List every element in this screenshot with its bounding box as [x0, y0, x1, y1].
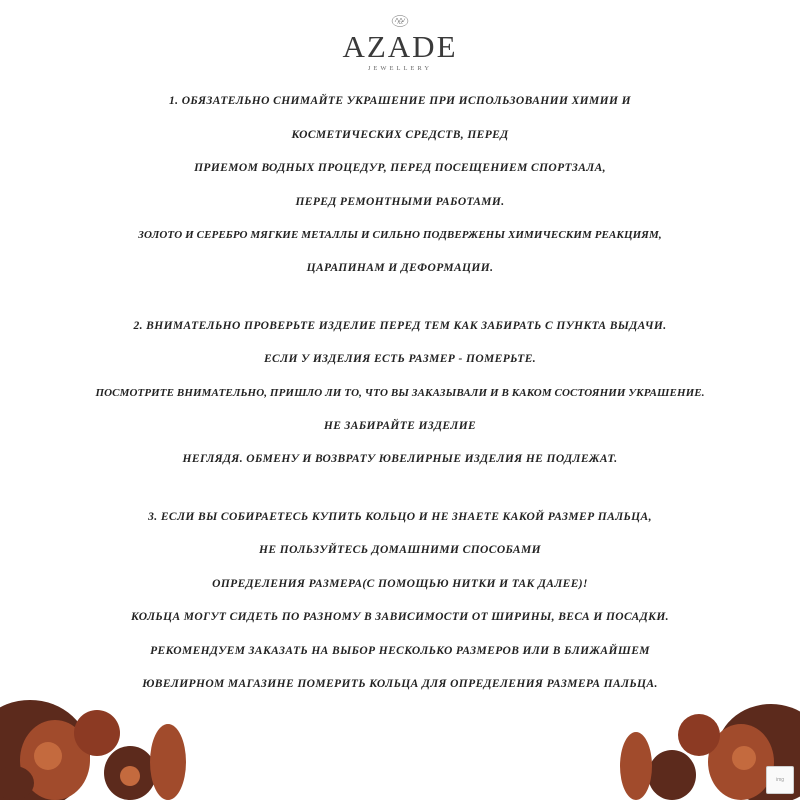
svg-text:AZ: AZ: [397, 20, 403, 25]
text-line: ЦАРАПИНАМ И ДЕФОРМАЦИИ.: [306, 262, 494, 274]
text-line: ПРИЕМОМ ВОДНЫХ ПРОЦЕДУР, ПЕРЕД ПОСЕЩЕНИЕМ СПОРТЗАЛА,: [194, 162, 606, 174]
text-line: КОСМЕТИЧЕСКИХ СРЕДСТВ, ПЕРЕД: [291, 128, 509, 141]
spacer: [0, 275, 800, 321]
text-line: ПЕРЕД РЕМОНТНЫМИ РАБОТАМИ.: [295, 195, 505, 208]
watermark-label: img: [775, 777, 785, 783]
text-line: НЕ ЗАБИРАЙТЕ ИЗДЕЛИЕ: [323, 419, 477, 432]
text-line: КОЛЬЦА МОГУТ СИДЕТЬ ПО РАЗНОМУ В ЗАВИСИМОСТИ ОТ ШИРИНЫ, ВЕСА И ПОСАДКИ.: [131, 611, 669, 623]
spacer: [0, 399, 800, 421]
brand-tagline: JEWELLERY: [367, 65, 433, 72]
section-3: [0, 512, 800, 691]
section-1: [0, 96, 800, 275]
spacer: [0, 466, 800, 512]
spacer: [0, 432, 800, 454]
spacer: [0, 208, 800, 230]
text-line: ПОСМОТРИТЕ ВНИМАТЕЛЬНО, ПРИШЛО ЛИ ТО, ЧТО ВЫ ЗАКАЗЫВАЛИ И В КАКОМ СОСТОЯНИИ УКРАШЕНИЕ.: [95, 386, 705, 399]
spacer: [0, 141, 800, 163]
text-line: 3. ЕСЛИ ВЫ СОБИРАЕТЕСЬ КУПИТЬ КОЛЬЦО И НЕ ЗНАЕТЕ КАКОЙ РАЗМЕР ПАЛЬЦА,: [148, 510, 652, 523]
spacer: [0, 108, 800, 130]
text-line: ЗОЛОТО И СЕРЕБРО МЯГКИЕ МЕТАЛЛЫ И СИЛЬНО ПОДВЕРЖЕНЫ ХИМИЧЕСКИМ РЕАКЦИЯМ,: [138, 229, 662, 241]
spacer: [0, 366, 800, 388]
brand-logo: [0, 12, 800, 72]
brand-wordmark: AZADE: [342, 29, 458, 64]
spacer: [0, 241, 800, 263]
care-instructions: [0, 96, 800, 691]
spacer: [0, 332, 800, 354]
text-line: ЕСЛИ У ИЗДЕЛИЯ ЕСТЬ РАЗМЕР - ПОМЕРЬТЕ.: [263, 353, 537, 365]
spacer: [0, 657, 800, 679]
spacer: [0, 523, 800, 545]
text-line: РЕКОМЕНДУЕМ ЗАКАЗАТЬ НА ВЫБОР НЕСКОЛЬКО РАЗМЕРОВ ИЛИ В БЛИЖАЙШЕМ: [150, 644, 650, 657]
section-2: [0, 321, 800, 466]
text-line: ЮВЕЛИРНОМ МАГАЗИНЕ ПОМЕРИТЬ КОЛЬЦА ДЛЯ ОПРЕДЕЛЕНИЯ РАЗМЕРА ПАЛЬЦА.: [142, 678, 658, 690]
text-line: НЕГЛЯДЯ. ОБМЕНУ И ВОЗВРАТУ ЮВЕЛИРНЫЕ ИЗДЕЛИЯ НЕ ПОДЛЕЖАТ.: [182, 453, 618, 465]
ornament-bottom-left: [0, 680, 190, 800]
spacer: [0, 590, 800, 612]
spacer: [0, 624, 800, 646]
spacer: [0, 557, 800, 579]
text-line: 2. ВНИМАТЕЛЬНО ПРОВЕРЬТЕ ИЗДЕЛИЕ ПЕРЕД ТЕМ КАК ЗАБИРАТЬ С ПУНКТА ВЫДАЧИ.: [133, 319, 667, 332]
crown-crest-icon: [386, 12, 414, 30]
spacer: [0, 175, 800, 197]
text-line: 1. ОБЯЗАТЕЛЬНО СНИМАЙТЕ УКРАШЕНИЕ ПРИ ИСПОЛЬЗОВАНИИ ХИМИИ И: [169, 95, 631, 107]
watermark-badge: [766, 766, 794, 794]
text-line: НЕ ПОЛЬЗУЙТЕСЬ ДОМАШНИМИ СПОСОБАМИ: [259, 544, 541, 556]
text-line: ОПРЕДЕЛЕНИЯ РАЗМЕРА(С ПОМОЩЬЮ НИТКИ И ТАК ДАЛЕЕ)!: [212, 577, 588, 590]
